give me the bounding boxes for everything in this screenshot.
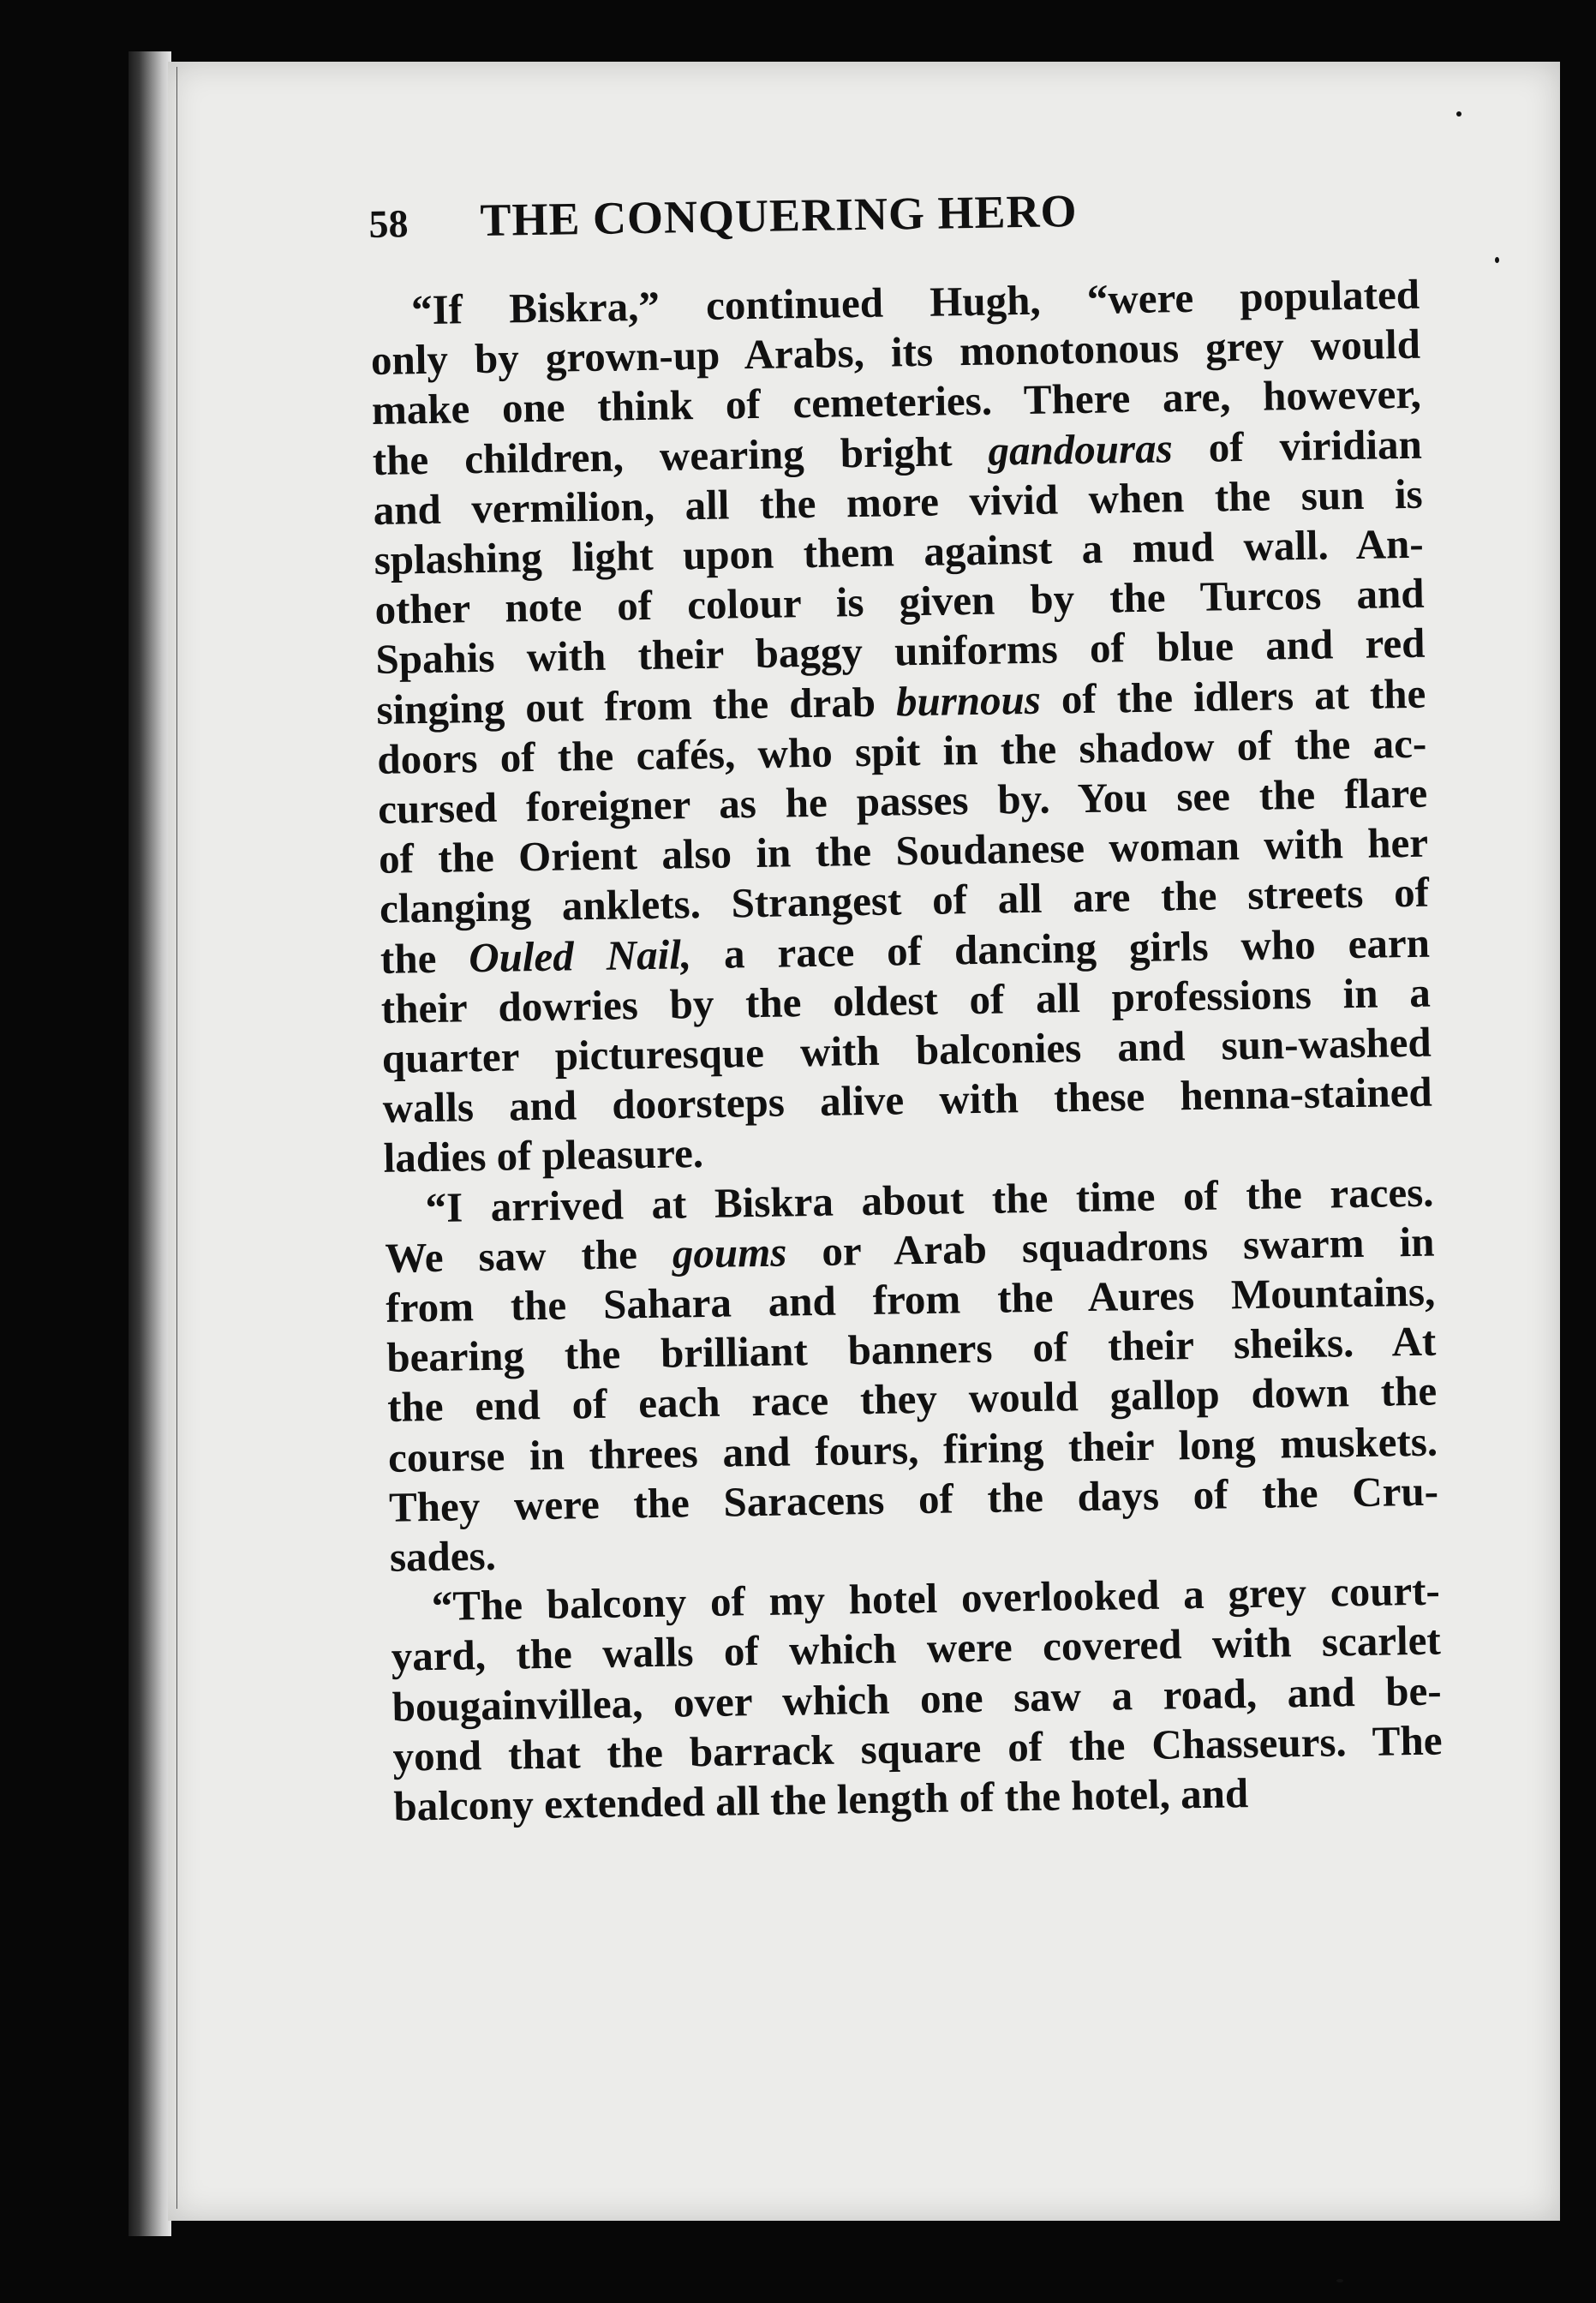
italic-term: goums — [672, 1228, 787, 1277]
text-line: They were the Saracens of the days of the Cru- — [388, 1467, 1439, 1531]
paragraph — [390, 1566, 1443, 1832]
text-line: the Ouled Nail, a race of dancing girls who earn — [380, 918, 1431, 983]
text-line: balcony extended all the length of the hotel, and — [393, 1769, 1249, 1830]
text-line: of the Orient also in the Soudanese woman with her — [378, 818, 1429, 883]
text-line: only by grown-up Arabs, its monotonous grey would — [370, 320, 1421, 385]
text-line: the children, wearing bright gandouras of viridian — [372, 420, 1423, 484]
text-line: We saw the goums or Arab squadrons swarm in — [385, 1217, 1435, 1282]
text-line: Spahis with their baggy uniforms of blue and red — [375, 619, 1426, 684]
text-line: “The balcony of my hotel overlooked a grey court- — [431, 1566, 1441, 1630]
page-header — [368, 179, 1419, 281]
text-line: ladies of pleasure. — [383, 1129, 704, 1182]
ink-speck — [1336, 2279, 1343, 2282]
text-line: from the Sahara and from the Aures Mountains, — [385, 1267, 1436, 1331]
italic-term: Ouled Nail, — [468, 930, 692, 981]
text-line: walls and doorsteps alive with these henna-stained — [382, 1068, 1433, 1133]
text-line: make one think of cemeteries. There are, however, — [371, 370, 1422, 434]
paragraph — [370, 270, 1433, 1184]
text-line: the end of each race they would gallop down the — [386, 1367, 1438, 1432]
page-number: 58 — [368, 201, 409, 246]
text-line: clanging anklets. Strangest of all are the streets of — [379, 869, 1430, 933]
italic-term: gandouras — [988, 423, 1174, 475]
running-head: THE CONQUERING HERO — [479, 185, 1078, 246]
text-line: other note of colour is given by the Turcos and — [374, 569, 1425, 634]
text-line: “I arrived at Biskra about the time of the races. — [425, 1168, 1434, 1231]
paragraph — [384, 1167, 1439, 1582]
text-line: and vermilion, all the more vivid when the sun is — [373, 470, 1424, 534]
text-line: yard, the walls of which were covered with scarlet — [391, 1617, 1442, 1681]
text-line: splashing light upon them against a mud wall. An- — [374, 519, 1424, 583]
text-line: doors of the cafés, who spit in the shadow of the ac- — [376, 719, 1427, 783]
book-binding-edge — [129, 51, 171, 2236]
text-line: bearing the brilliant banners of their sheiks. At — [386, 1317, 1437, 1382]
page-content — [368, 179, 1444, 1832]
text-line: cursed foreigner as he passes by. You see the flare — [377, 769, 1428, 833]
ink-speck — [1495, 257, 1499, 263]
text-line: yond that the barrack square of the Chasseurs. The — [392, 1716, 1443, 1780]
page-edge-line — [176, 67, 177, 2209]
italic-term: burnous — [895, 675, 1042, 726]
text-line: singing out from the drab burnous of the idlers at the — [375, 669, 1426, 733]
ink-speck — [1456, 111, 1462, 117]
text-line: “If Biskra,” continued Hugh, “were populated — [410, 270, 1420, 334]
text-line: bougainvillea, over which one saw a road, and be- — [392, 1666, 1442, 1731]
text-line: sades. — [389, 1531, 497, 1581]
body-text — [370, 270, 1444, 1832]
text-line: quarter picturesque with balconies and sun-washed — [381, 1018, 1432, 1082]
text-line: course in threes and fours, firing their long muskets. — [387, 1417, 1438, 1481]
text-line: their dowries by the oldest of all professions in a — [380, 968, 1432, 1032]
